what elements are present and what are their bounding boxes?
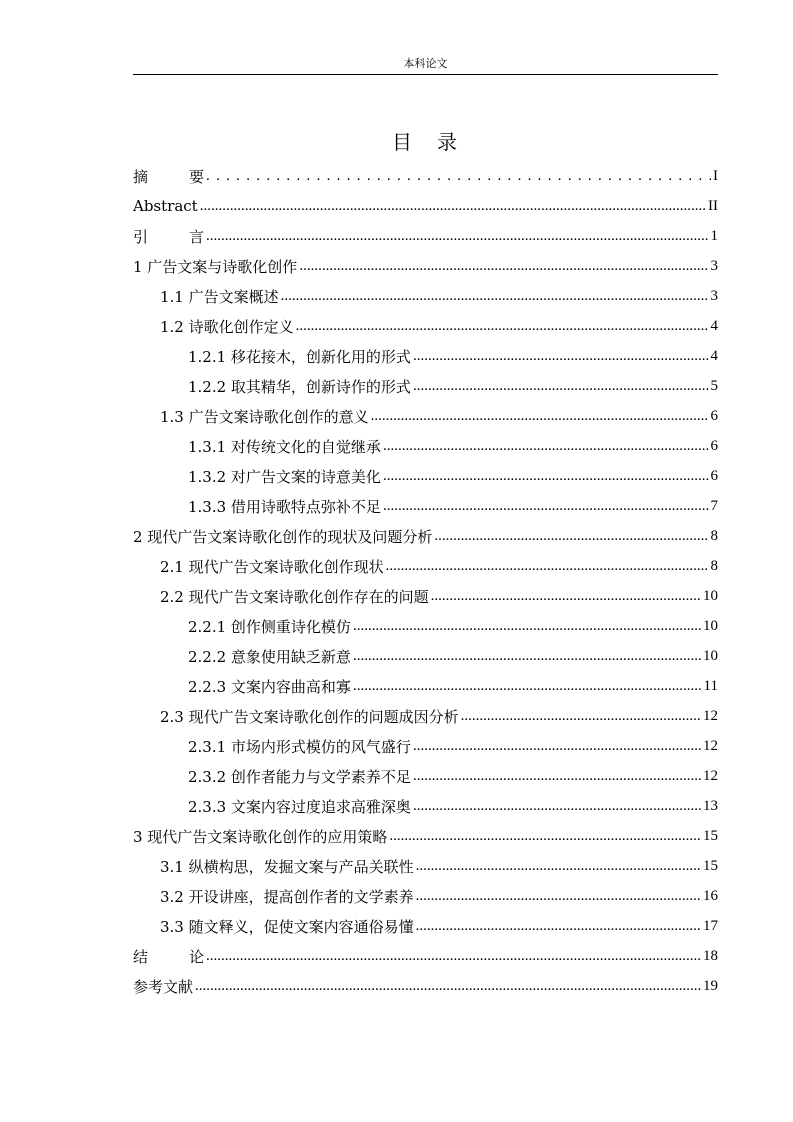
toc-entry-1[interactable] (133, 251, 718, 281)
toc-entry-label: Abstract (133, 197, 198, 215)
toc-entry-label: 1.3.2 对广告文案的诗意美化 (188, 467, 381, 486)
toc-entry-2-3-1[interactable] (133, 731, 718, 761)
toc-title-char-1: 目 (392, 130, 414, 154)
toc-entry-label: 1 广告文案与诗歌化创作 (133, 257, 298, 276)
toc-entry-1-3-1[interactable] (133, 431, 718, 461)
toc-entry-label: 2.2.2 意象使用缺乏新意 (188, 647, 351, 666)
toc-entry-1-3-2[interactable] (133, 461, 718, 491)
toc-leader-dots (416, 858, 701, 875)
toc-entry-abstract-cn[interactable] (133, 161, 718, 191)
toc-entry-3-1[interactable] (133, 851, 718, 881)
toc-page-number: 12 (703, 737, 718, 754)
toc-entry-label: 2.2.3 文案内容曲高和寡 (188, 677, 351, 696)
toc-leader-dots (195, 978, 701, 995)
toc-leader-dots (383, 438, 709, 455)
toc-leader-dots (413, 348, 709, 365)
toc-page-number: II (708, 197, 718, 214)
toc-entry-label: 3.3 随文释义，促使文案内容通俗易懂 (160, 917, 414, 936)
toc-page-number: 4 (710, 347, 718, 364)
toc-entry-label: 3.2 开设讲座，提高创作者的文学素养 (160, 887, 414, 906)
toc-leader-dots (461, 708, 701, 725)
toc-page-number: 13 (703, 797, 718, 814)
toc-leader-dots (206, 168, 711, 185)
toc-entry-2-3-3[interactable] (133, 791, 718, 821)
toc-entry-1-2-2[interactable] (133, 371, 718, 401)
toc-entry-1-1[interactable] (133, 281, 718, 311)
toc-entry-2-2-3[interactable] (133, 671, 718, 701)
toc-entry-references[interactable] (133, 971, 718, 1001)
toc-leader-dots (434, 528, 708, 545)
toc-leader-dots (416, 918, 701, 935)
toc-entry-1-3[interactable] (133, 401, 718, 431)
toc-page-number: 5 (710, 377, 718, 394)
toc-leader-dots (299, 258, 708, 275)
toc-leader-dots (413, 768, 701, 785)
toc-leader-dots (353, 648, 701, 665)
toc-entry-label: 1.2 诗歌化创作定义 (160, 317, 294, 336)
toc-page-number: 1 (710, 227, 718, 244)
toc-entry-label: 2.3.1 市场内形式模仿的风气盛行 (188, 737, 411, 756)
toc-leader-dots (413, 738, 701, 755)
toc-leader-dots (206, 228, 708, 245)
toc-entry-2-2-2[interactable] (133, 641, 718, 671)
toc-page-number: 10 (703, 617, 718, 634)
toc-page-number: 16 (703, 887, 718, 904)
toc-leader-dots (200, 198, 706, 215)
toc-page-number: 10 (703, 647, 718, 664)
toc-entry-2-1[interactable] (133, 551, 718, 581)
toc-page-number: 15 (703, 857, 718, 874)
toc-entry-label: 引 言 (133, 227, 205, 246)
toc-leader-dots (386, 558, 709, 575)
toc-entry-conclusion[interactable] (133, 941, 718, 971)
toc-leader-dots (416, 888, 701, 905)
toc-entry-label: 3 现代广告文案诗歌化创作的应用策略 (133, 827, 388, 846)
page-header: 本科论文 (403, 57, 448, 70)
toc-entry-abstract-en[interactable] (133, 191, 718, 221)
toc-leader-dots (371, 408, 709, 425)
toc-entry-3-3[interactable] (133, 911, 718, 941)
toc-page-number: 6 (710, 407, 718, 424)
toc-entry-label: 2.1 现代广告文案诗歌化创作现状 (160, 557, 384, 576)
toc-entry-label: 1.3 广告文案诗歌化创作的意义 (160, 407, 369, 426)
toc-page-number: 8 (710, 557, 718, 574)
toc-leader-dots (413, 798, 701, 815)
toc-page-number: 6 (710, 437, 718, 454)
toc-page-number: 3 (710, 257, 718, 274)
toc-entry-label: 1.1 广告文案概述 (160, 287, 279, 306)
toc-entry-label: 2.3.3 文案内容过度追求高雅深奥 (188, 797, 411, 816)
toc-entry-label: 结 论 (133, 947, 205, 966)
toc-page-number: 8 (710, 527, 718, 544)
toc-page-number: 18 (703, 947, 718, 964)
toc-entry-label: 3.1 纵横构思，发掘文案与产品关联性 (160, 857, 414, 876)
toc-page-number: 15 (703, 827, 718, 844)
toc-entry-label: 2 现代广告文案诗歌化创作的现状及问题分析 (133, 527, 433, 546)
toc-page-number: 11 (703, 677, 718, 694)
toc-page-number: 12 (703, 707, 718, 724)
toc-leader-dots (353, 618, 701, 635)
toc-entry-label: 1.2.1 移花接木，创新化用的形式 (188, 347, 411, 366)
toc-entry-label: 参考文献 (133, 977, 194, 996)
toc-page-number: I (713, 167, 718, 184)
toc-entry-label: 2.3 现代广告文案诗歌化创作的问题成因分析 (160, 707, 459, 726)
toc-leader-dots (281, 288, 709, 305)
toc-page-number: 7 (710, 497, 718, 514)
toc-leader-dots (413, 378, 709, 395)
toc-entry-label: 1.3.1 对传统文化的自觉继承 (188, 437, 381, 456)
toc-entry-introduction[interactable] (133, 221, 718, 251)
toc-entry-2-2-1[interactable] (133, 611, 718, 641)
toc-leader-dots (383, 468, 709, 485)
toc-entry-2-3-2[interactable] (133, 761, 718, 791)
toc-leader-dots (353, 678, 702, 695)
toc-leader-dots (296, 318, 709, 335)
toc-page-number: 12 (703, 767, 718, 784)
toc-entry-label: 1.3.3 借用诗歌特点弥补不足 (188, 497, 381, 516)
toc-entry-1-2-1[interactable] (133, 341, 718, 371)
toc-title (133, 128, 718, 156)
toc-page-number: 10 (703, 587, 718, 604)
toc-entry-1-3-3[interactable] (133, 491, 718, 521)
toc-leader-dots (383, 498, 709, 515)
toc-leader-dots (389, 828, 701, 845)
header-rule (133, 74, 718, 75)
table-of-contents (133, 161, 718, 1001)
toc-leader-dots (206, 948, 701, 965)
toc-page-number: 3 (710, 287, 718, 304)
toc-entry-label: 2.2.1 创作侧重诗化模仿 (188, 617, 351, 636)
toc-entry-label: 2.3.2 创作者能力与文学素养不足 (188, 767, 411, 786)
toc-entry-2[interactable] (133, 521, 718, 551)
toc-entry-1-2[interactable] (133, 311, 718, 341)
toc-entry-label: 摘 要 (133, 167, 205, 186)
toc-entry-3-2[interactable] (133, 881, 718, 911)
toc-entry-2-2[interactable] (133, 581, 718, 611)
toc-page-number: 4 (710, 317, 718, 334)
toc-entry-2-3[interactable] (133, 701, 718, 731)
toc-title-char-2: 录 (437, 130, 459, 154)
toc-leader-dots (431, 588, 701, 605)
toc-entry-label: 2.2 现代广告文案诗歌化创作存在的问题 (160, 587, 429, 606)
toc-entry-3[interactable] (133, 821, 718, 851)
toc-page-number: 17 (703, 917, 718, 934)
toc-page-number: 19 (703, 977, 718, 994)
toc-page-number: 6 (710, 467, 718, 484)
toc-entry-label: 1.2.2 取其精华，创新诗作的形式 (188, 377, 411, 396)
